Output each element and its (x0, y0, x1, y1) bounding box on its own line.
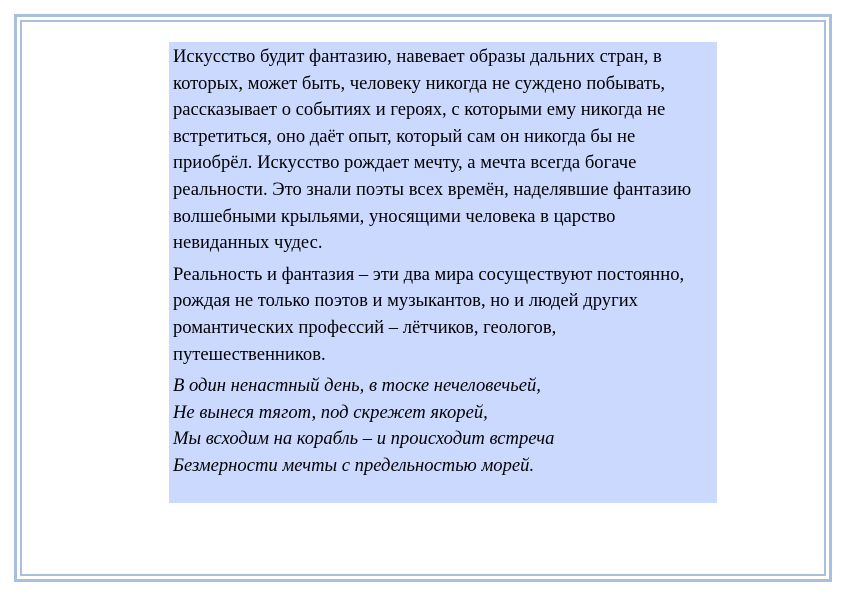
poem-line: Не вынеся тягот, под скрежет якорей, (173, 401, 488, 423)
text-block (169, 42, 717, 503)
poem-line: Мы всходим на корабль – и происходит встреча (173, 428, 555, 450)
paragraph-art-fantasy: Искусство будит фантазию, навевает образы дальних стран, в которых, может быть, человеку никогда не суждено побывать, рассказывает о событиях и героях, с которыми ему никогда не встретиться, оно даёт опыт, который сам он никогда бы не приобрёл. Искусство рождает мечту, а мечта всегда богаче реальности. Это знали поэты всех времён, наделявшие фантазию волшебными крыльями, уносящими человека в царство невиданных чудес. (173, 46, 692, 254)
paragraph-reality-fantasy: Реальность и фантазия – эти два мира сосуществуют постоянно, рождая не только поэтов и музыкантов, но и людей других романтических профессий – лётчиков, геологов, путешественников. (173, 263, 685, 365)
poem-quote (173, 373, 711, 479)
poem-line: Безмерности мечты с предельностью морей. (173, 454, 535, 476)
poem-line: В один ненастный день, в тоске нечеловечьей, (173, 375, 541, 397)
